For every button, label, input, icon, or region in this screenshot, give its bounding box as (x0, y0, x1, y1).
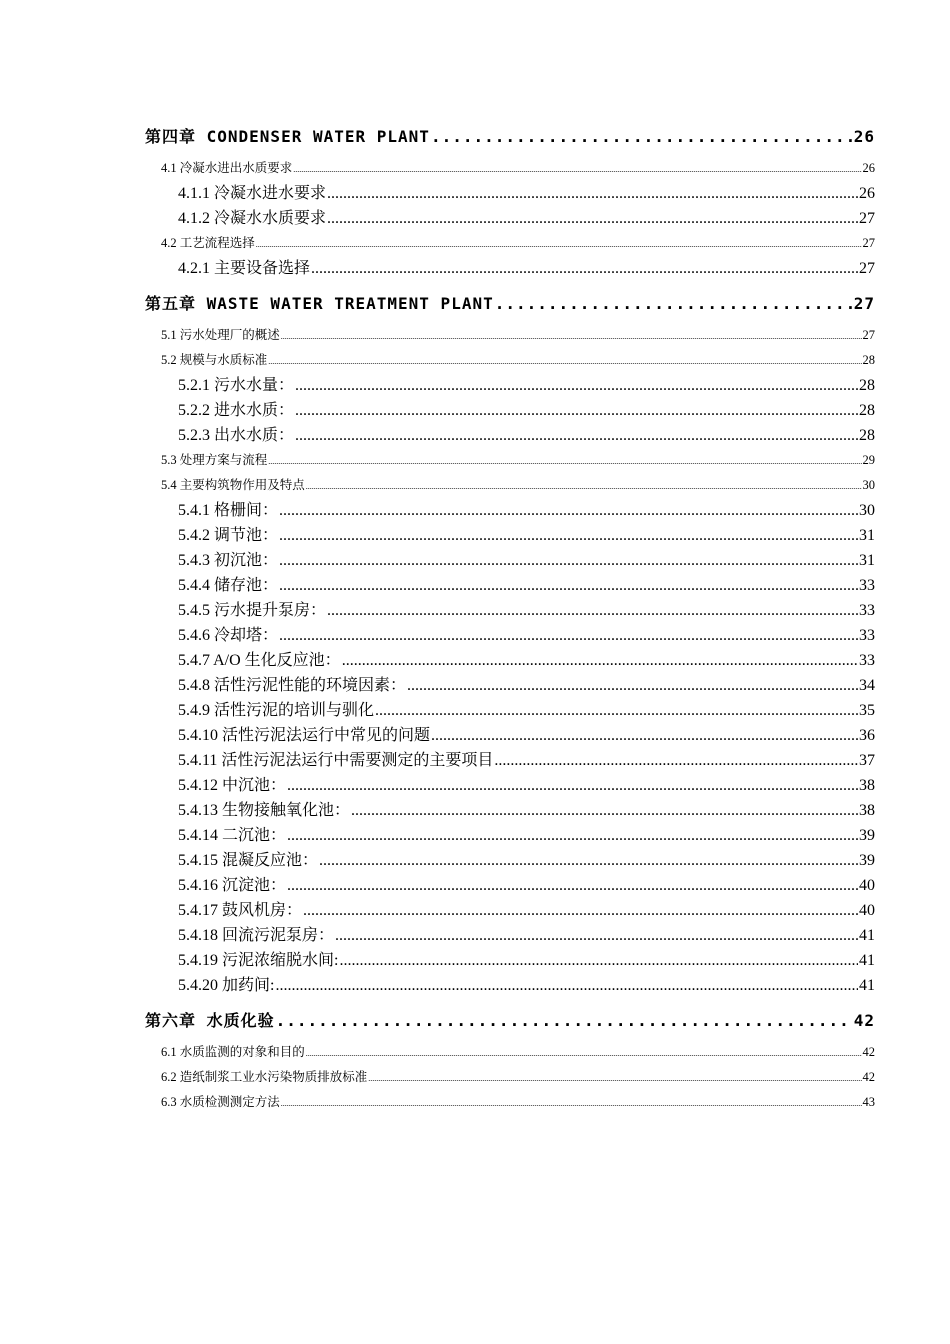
toc-subsection-entry[interactable] (145, 423, 875, 448)
toc-subsection-entry[interactable] (145, 373, 875, 398)
toc-subsection-entry[interactable] (145, 548, 875, 573)
toc-entry-page: 33 (859, 652, 875, 669)
toc-entry-page: 42 (862, 1070, 875, 1084)
toc-entry-title: 5.4.2 调节池： (178, 527, 279, 544)
toc-section-entry[interactable] (145, 231, 875, 256)
toc-entry-title: 5.4 主要构筑物作用及特点 (161, 478, 305, 492)
toc-entry-title: 第五章 WASTE WATER TREATMENT PLANT (145, 294, 494, 313)
toc-entry-title: 5.4.8 活性污泥性能的环境因素： (178, 677, 407, 694)
toc-entry-page: 29 (862, 453, 875, 467)
toc-entry-title: 5.4.1 格栅间： (178, 502, 279, 519)
toc-subsection-entry[interactable] (145, 873, 875, 898)
dot-leader (287, 823, 858, 848)
toc-entry-page: 28 (859, 427, 875, 444)
dot-leader (342, 648, 858, 673)
toc-entry-title: 5.4.9 活性污泥的培训与驯化 (178, 702, 375, 719)
toc-entry-page: 33 (859, 602, 875, 619)
toc-subsection-entry[interactable] (145, 623, 875, 648)
dot-leader (303, 898, 858, 923)
toc-subsection-entry[interactable] (145, 598, 875, 623)
toc-entry-page: 36 (859, 727, 875, 744)
toc-subsection-entry[interactable] (145, 673, 875, 698)
toc-entry-page: 26 (853, 127, 875, 146)
table-of-contents (145, 122, 875, 1115)
dot-leader (339, 948, 858, 973)
toc-entry-page: 28 (859, 377, 875, 394)
toc-subsection-entry[interactable] (145, 181, 875, 206)
toc-entry-page: 30 (859, 502, 875, 519)
toc-entry-title: 5.4.18 回流污泥泵房： (178, 927, 335, 944)
dot-leader (279, 498, 858, 523)
toc-entry-title: 5.4.15 混凝反应池： (178, 852, 319, 869)
toc-entry-title: 5.4.3 初沉池： (178, 552, 279, 569)
dot-leader (327, 598, 858, 623)
toc-entry-page: 26 (862, 161, 875, 175)
toc-entry-title: 5.1 污水处理厂的概述 (161, 328, 280, 342)
dot-leader (431, 723, 858, 748)
dot-leader (495, 289, 853, 319)
dot-leader (281, 1090, 862, 1115)
toc-entry-page: 38 (859, 802, 875, 819)
toc-section-entry[interactable] (145, 1065, 875, 1090)
toc-entry-page: 33 (859, 627, 875, 644)
toc-entry-page: 43 (862, 1095, 875, 1109)
toc-subsection-entry[interactable] (145, 648, 875, 673)
toc-entry-title: 6.3 水质检测测定方法 (161, 1095, 280, 1109)
toc-entry-title: 5.2 规模与水质标准 (161, 353, 268, 367)
dot-leader (319, 848, 858, 873)
toc-subsection-entry[interactable] (145, 898, 875, 923)
toc-entry-title: 4.2.1 主要设备选择 (178, 260, 311, 277)
toc-entry-title: 4.1 冷凝水进出水质要求 (161, 161, 293, 175)
dot-leader (279, 548, 858, 573)
dot-leader (287, 873, 858, 898)
toc-subsection-entry[interactable] (145, 523, 875, 548)
dot-leader (279, 573, 858, 598)
dot-leader (368, 1065, 861, 1090)
toc-subsection-entry[interactable] (145, 923, 875, 948)
toc-entry-title: 5.4.13 生物接触氧化池： (178, 802, 351, 819)
toc-entry-page: 35 (859, 702, 875, 719)
toc-entry-title: 6.2 造纸制浆工业水污染物质排放标准 (161, 1070, 368, 1084)
toc-subsection-entry[interactable] (145, 848, 875, 873)
dot-leader (281, 323, 862, 348)
dot-leader (407, 673, 858, 698)
toc-section-entry[interactable] (145, 1090, 875, 1115)
toc-entry-title: 5.3 处理方案与流程 (161, 453, 268, 467)
dot-leader (293, 156, 861, 181)
toc-entry-title: 5.4.16 沉淀池： (178, 877, 287, 894)
toc-entry-title: 4.1.2 冷凝水水质要求 (178, 210, 327, 227)
toc-entry-page: 39 (859, 827, 875, 844)
toc-entry-title: 5.4.7 A/O 生化反应池： (178, 652, 341, 669)
toc-chapter-entry[interactable] (145, 1006, 875, 1036)
dot-leader (327, 181, 858, 206)
toc-section-entry[interactable] (145, 448, 875, 473)
toc-entry-title: 6.1 水质监测的对象和目的 (161, 1045, 305, 1059)
toc-section-entry[interactable] (145, 348, 875, 373)
toc-entry-title: 5.2.2 进水水质： (178, 402, 295, 419)
toc-subsection-entry[interactable] (145, 398, 875, 423)
toc-entry-title: 5.4.19 污泥浓缩脱水间: (178, 952, 339, 969)
toc-entry-page: 28 (859, 402, 875, 419)
toc-entry-title: 4.1.1 冷凝水进水要求 (178, 185, 327, 202)
toc-entry-page: 39 (859, 852, 875, 869)
dot-leader (287, 773, 858, 798)
dot-leader (295, 373, 858, 398)
toc-entry-page: 41 (859, 977, 875, 994)
toc-entry-page: 42 (853, 1011, 875, 1030)
toc-entry-page: 42 (862, 1045, 875, 1059)
toc-entry-title: 第四章 CONDENSER WATER PLANT (145, 127, 430, 146)
toc-entry-title: 5.4.20 加药间: (178, 977, 275, 994)
dot-leader (306, 473, 862, 498)
dot-leader (327, 206, 858, 231)
toc-entry-page: 40 (859, 877, 875, 894)
toc-subsection-entry[interactable] (145, 748, 875, 773)
toc-entry-page: 41 (859, 927, 875, 944)
toc-entry-page: 31 (859, 527, 875, 544)
toc-entry-title: 5.4.12 中沉池： (178, 777, 287, 794)
toc-entry-title: 5.4.17 鼓风机房： (178, 902, 303, 919)
toc-entry-page: 30 (862, 478, 875, 492)
dot-leader (275, 973, 858, 998)
dot-leader (375, 698, 858, 723)
toc-entry-title: 5.4.10 活性污泥法运行中常见的问题 (178, 727, 431, 744)
dot-leader (295, 398, 858, 423)
toc-entry-page: 28 (862, 353, 875, 367)
toc-entry-page: 27 (859, 260, 875, 277)
toc-entry-page: 37 (859, 752, 875, 769)
toc-entry-page: 26 (859, 185, 875, 202)
toc-entry-page: 38 (859, 777, 875, 794)
toc-entry-title: 5.4.6 冷却塔： (178, 627, 279, 644)
toc-subsection-entry[interactable] (145, 573, 875, 598)
toc-entry-page: 41 (859, 952, 875, 969)
toc-entry-page: 34 (859, 677, 875, 694)
dot-leader (276, 1006, 853, 1036)
toc-subsection-entry[interactable] (145, 948, 875, 973)
toc-subsection-entry[interactable] (145, 823, 875, 848)
toc-subsection-entry[interactable] (145, 773, 875, 798)
dot-leader (256, 231, 862, 256)
toc-entry-title: 5.4.11 活性污泥法运行中需要测定的主要项目 (178, 752, 494, 769)
toc-entry-title: 5.2.1 污水水量： (178, 377, 295, 394)
dot-leader (279, 523, 858, 548)
toc-subsection-entry[interactable] (145, 206, 875, 231)
toc-subsection-entry[interactable] (145, 698, 875, 723)
toc-chapter-entry[interactable] (145, 289, 875, 319)
toc-entry-title: 5.2.3 出水水质： (178, 427, 295, 444)
toc-subsection-entry[interactable] (145, 973, 875, 998)
toc-section-entry[interactable] (145, 156, 875, 181)
dot-leader (335, 923, 858, 948)
dot-leader (268, 448, 861, 473)
toc-entry-title: 5.4.14 二沉池： (178, 827, 287, 844)
toc-section-entry[interactable] (145, 1040, 875, 1065)
toc-subsection-entry[interactable] (145, 256, 875, 281)
toc-subsection-entry[interactable] (145, 723, 875, 748)
dot-leader (295, 423, 858, 448)
toc-entry-title: 4.2 工艺流程选择 (161, 236, 255, 250)
toc-entry-page: 27 (853, 294, 875, 313)
dot-leader (431, 122, 853, 152)
toc-subsection-entry[interactable] (145, 798, 875, 823)
toc-entry-page: 33 (859, 577, 875, 594)
toc-chapter-entry[interactable] (145, 122, 875, 152)
dot-leader (279, 623, 858, 648)
toc-entry-page: 27 (862, 328, 875, 342)
toc-entry-page: 40 (859, 902, 875, 919)
dot-leader (311, 256, 858, 281)
dot-leader (306, 1040, 862, 1065)
toc-entry-page: 31 (859, 552, 875, 569)
toc-section-entry[interactable] (145, 323, 875, 348)
dot-leader (494, 748, 858, 773)
toc-entry-page: 27 (859, 210, 875, 227)
toc-entry-page: 27 (862, 236, 875, 250)
toc-entry-title: 5.4.4 储存池： (178, 577, 279, 594)
dot-leader (268, 348, 861, 373)
toc-entry-title: 第六章 水质化验 (145, 1011, 275, 1030)
toc-section-entry[interactable] (145, 473, 875, 498)
dot-leader (351, 798, 858, 823)
toc-subsection-entry[interactable] (145, 498, 875, 523)
toc-entry-title: 5.4.5 污水提升泵房： (178, 602, 327, 619)
